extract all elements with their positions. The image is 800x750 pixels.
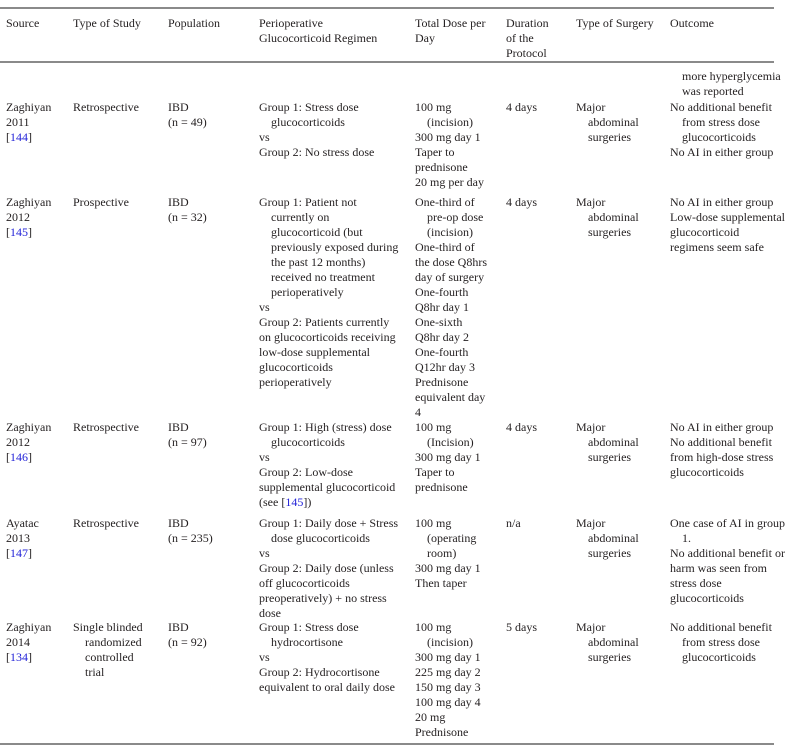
source-cell [6,516,68,561]
surgery-line: surgeries [588,450,632,464]
column-header-duration [506,16,572,61]
dose-line: One-sixth [415,315,463,329]
surgery-line: surgeries [588,225,632,239]
regimen-line: glucocorticoids [271,435,345,449]
regimen-line: vs [259,546,270,560]
regimen-line: off glucocorticoids [259,576,350,590]
outcome-cell [670,620,795,665]
regimen-line: Group 1: Daily dose + Stress [259,516,399,530]
regimen-line: hydrocortisone [271,635,343,649]
dose-line: 4 [415,405,421,419]
regimen-line: preoperatively) + no stress [259,591,387,605]
source-line: 2011 [6,115,30,129]
outcome-line: No AI in either group [670,420,774,434]
duration-cell [506,620,572,635]
study-type-line: Prospective [73,195,129,209]
surgery-line: abdominal [588,210,639,224]
column-header-line: Source [6,16,40,30]
source-line: 2014 [6,635,30,649]
outcome-line: from stress dose [682,635,760,649]
dose-line: Q12hr day 3 [415,360,475,374]
outcome-line: Low-dose supplemental [670,210,785,224]
duration-value: 5 days [506,620,537,634]
outcome-line: from stress dose [682,115,760,129]
regimen-line: Group 2: Daily dose (unless [259,561,394,575]
outcome-line: glucocorticoids [682,650,756,664]
outcome-line: glucocorticoids [670,591,744,605]
regimen-line: perioperatively [259,375,332,389]
dose-line: One-third of [415,195,475,209]
regimen-line: Group 1: Patient not [259,195,357,209]
outcome-line: glucocorticoids [670,465,744,479]
study-type-cell [73,516,165,531]
regimen-line: low-dose supplemental [259,345,370,359]
source-line: Zaghiyan [6,420,52,434]
surgery-line: Major [576,420,606,434]
dose-cell [415,420,503,495]
regimen-line: the past 12 months) [271,255,366,269]
regimen-line: glucocorticoids [271,115,345,129]
dose-cell [415,620,503,740]
dose-line: Q8hr day 1 [415,300,469,314]
citation: [144] [6,130,32,144]
regimen-line: vs [259,130,270,144]
study-type-cell [73,195,165,210]
dose-line: Then taper [415,576,467,590]
column-header-type-of-surgery [576,16,666,31]
source-line: 2012 [6,210,30,224]
column-header-line: Perioperative [259,16,323,30]
duration-cell [506,100,572,115]
regimen-line: Group 2: Patients currently [259,315,390,329]
outcome-cell [670,516,795,606]
source-line: Zaghiyan [6,195,52,209]
surgery-line: surgeries [588,650,632,664]
source-line: 2013 [6,531,30,545]
citation-link[interactable]: 147 [10,546,28,560]
regimen-line: on glucocorticoids receiving [259,330,396,344]
column-header-line: Total Dose per [415,16,486,30]
citation: [147] [6,546,32,560]
source-line: Zaghiyan [6,100,52,114]
surgery-cell [576,195,666,240]
study-type-line: Retrospective [73,420,139,434]
column-header-line: Glucocorticoid Regimen [259,31,378,45]
population-line: IBD [168,195,189,209]
surgery-line: surgeries [588,130,632,144]
population-line: (n = 49) [168,115,207,129]
regimen-line: Group 1: Stress dose [259,100,359,114]
regimen-line: dose glucocorticoids [271,531,370,545]
surgery-cell [576,100,666,145]
surgery-cell [576,516,666,561]
population-line: IBD [168,516,189,530]
dose-line: 100 mg day 4 [415,695,481,709]
regimen-see-suffix: ]) [303,495,312,509]
population-cell [168,516,250,546]
column-header-source [6,16,68,31]
surgery-line: abdominal [588,115,639,129]
dose-line: One-third of [415,240,475,254]
column-header-total-dose [415,16,503,46]
citation-link[interactable]: 144 [10,130,28,144]
regimen-line: glucocorticoids [259,360,333,374]
citation: [145] [6,225,32,239]
dose-line: Prednisone [415,725,469,739]
dose-line: (incision) [427,635,473,649]
population-cell [168,620,250,650]
outcome-line: harm was seen from [670,561,767,575]
population-line: IBD [168,620,189,634]
outcome-line: glucocorticoids [682,130,756,144]
column-header-population [168,16,250,31]
study-type-line: trial [85,665,105,679]
outcome-continuation-cell [670,69,800,99]
column-header-line: Type of Study [73,16,141,30]
dose-line: One-fourth [415,285,469,299]
duration-cell [506,516,572,531]
citation-link[interactable]: 145 [285,495,304,509]
dose-line: the dose Q8hrs [415,255,487,269]
dose-line: 100 mg [415,516,452,530]
source-cell [6,100,68,145]
dose-line: 300 mg day 1 [415,450,481,464]
outcome-line: 1. [682,531,691,545]
dose-cell [415,516,503,591]
population-line: IBD [168,100,189,114]
outcome-line: One case of AI in group [670,516,785,530]
regimen-line: Group 2: No stress dose [259,145,375,159]
surgery-line: surgeries [588,546,632,560]
dose-line: 100 mg [415,100,452,114]
citation: [134] [6,650,32,664]
population-cell [168,195,250,225]
source-cell [6,420,68,465]
regimen-line: perioperatively [271,285,344,299]
column-header-line: Protocol [506,46,547,60]
dose-line: (incision) [427,225,473,239]
outcome-line: was reported [682,84,744,98]
regimen-line: vs [259,300,270,314]
source-cell [6,620,68,665]
study-type-cell [73,420,165,435]
dose-line: 20 mg per day [415,175,484,189]
column-header-line: of the [506,31,534,45]
dose-line: Taper to [415,465,455,479]
column-header-outcome [670,16,795,31]
dose-line: day of surgery [415,270,485,284]
surgery-line: abdominal [588,531,639,545]
surgery-line: abdominal [588,635,639,649]
outcome-line: more hyperglycemia [682,69,781,83]
outcome-line: glucocorticoid [670,225,740,239]
column-header-line: Population [168,16,221,30]
dose-line: (incision) [427,115,473,129]
dose-line: prednisone [415,160,468,174]
regimen-cell [259,420,409,510]
outcome-line: No additional benefit [670,620,772,634]
dose-line: (operating [427,531,477,545]
duration-value: 4 days [506,195,537,209]
population-cell [168,420,250,450]
regimen-line: supplemental glucocorticoid [259,480,396,494]
column-header-type-of-study [73,16,165,31]
source-line: Zaghiyan [6,620,52,634]
regimen-line: Group 2: Hydrocortisone [259,665,380,679]
regimen-line: previously exposed during [271,240,399,254]
outcome-cell [670,195,795,255]
regimen-cell [259,620,409,695]
duration-value: n/a [506,516,521,530]
outcome-line: No additional benefit [670,100,772,114]
dose-line: equivalent day [415,390,486,404]
population-line: (n = 32) [168,210,207,224]
column-header-line: Outcome [670,16,714,30]
regimen-cell [259,100,409,160]
study-type-cell [73,620,165,680]
regimen-line: Group 1: Stress dose [259,620,359,634]
dose-line: 20 mg [415,710,446,724]
outcome-line: No AI in either group [670,195,774,209]
study-type-line: randomized [85,635,142,649]
study-type-line: controlled [85,650,134,664]
regimen-line: dose [259,606,281,620]
population-line: (n = 92) [168,635,207,649]
source-line: Ayatac [6,516,39,530]
study-type-cell [73,100,165,115]
outcome-cell [670,100,795,160]
duration-cell [506,195,572,210]
dose-line: 100 mg [415,420,452,434]
dose-line: 300 mg day 1 [415,561,481,575]
duration-value: 4 days [506,100,537,114]
surgery-line: Major [576,620,606,634]
outcome-line: No additional benefit or [670,546,785,560]
dose-line: 150 mg day 3 [415,680,481,694]
regimen-line: received no treatment [271,270,375,284]
citation-link[interactable]: 134 [10,650,28,664]
population-cell [168,100,250,130]
regimen-line [259,495,409,510]
column-header-line: Day [415,31,435,45]
dose-line: Q8hr day 2 [415,330,469,344]
source-line: 2012 [6,435,30,449]
surgery-cell [576,420,666,465]
outcome-line: No additional benefit [670,435,772,449]
study-type-line: Single blinded [73,620,143,634]
regimen-cell [259,516,409,621]
outcome-line: stress dose [670,576,722,590]
column-header-line: Type of Surgery [576,16,654,30]
source-cell [6,195,68,240]
regimen-line: glucocorticoid (but [271,225,363,239]
regimen-line: vs [259,450,270,464]
dose-cell [415,100,503,190]
column-header-line: Duration [506,16,549,30]
duration-cell [506,420,572,435]
table-header-rule [0,61,774,63]
surgery-line: abdominal [588,435,639,449]
dose-line: Prednisone [415,375,469,389]
surgery-line: Major [576,100,606,114]
dose-line: 300 mg day 1 [415,650,481,664]
dose-line: 100 mg [415,620,452,634]
duration-value: 4 days [506,420,537,434]
regimen-line: currently on [271,210,330,224]
regimen-line: Group 1: High (stress) dose [259,420,392,434]
citation: [146] [6,450,32,464]
surgery-line: Major [576,516,606,530]
outcome-line: from high-dose stress [670,450,774,464]
citation-link[interactable]: 146 [10,450,28,464]
dose-line: prednisone [415,480,468,494]
outcome-line: regimens seem safe [670,240,764,254]
population-line: IBD [168,420,189,434]
dose-line: One-fourth [415,345,469,359]
surgery-line: Major [576,195,606,209]
study-type-line: Retrospective [73,100,139,114]
column-header-regimen [259,16,409,46]
dose-line: (Incision) [427,435,474,449]
outcome-line: No AI in either group [670,145,774,159]
dose-line: 225 mg day 2 [415,665,481,679]
citation-link[interactable]: 145 [10,225,28,239]
regimen-line: equivalent to oral daily dose [259,680,395,694]
population-line: (n = 235) [168,531,213,545]
dose-line: 300 mg day 1 [415,130,481,144]
table-bottom-rule [0,743,774,745]
regimen-cell [259,195,409,390]
regimen-see-prefix: (see [ [259,495,286,509]
table-top-rule [0,7,774,9]
surgery-cell [576,620,666,665]
study-type-line: Retrospective [73,516,139,530]
regimen-line: Group 2: Low-dose [259,465,353,479]
dose-line: pre-op dose [427,210,484,224]
regimen-line: vs [259,650,270,664]
dose-line: Taper to [415,145,455,159]
dose-line: room) [427,546,457,560]
outcome-cell [670,420,795,480]
dose-cell [415,195,503,420]
population-line: (n = 97) [168,435,207,449]
